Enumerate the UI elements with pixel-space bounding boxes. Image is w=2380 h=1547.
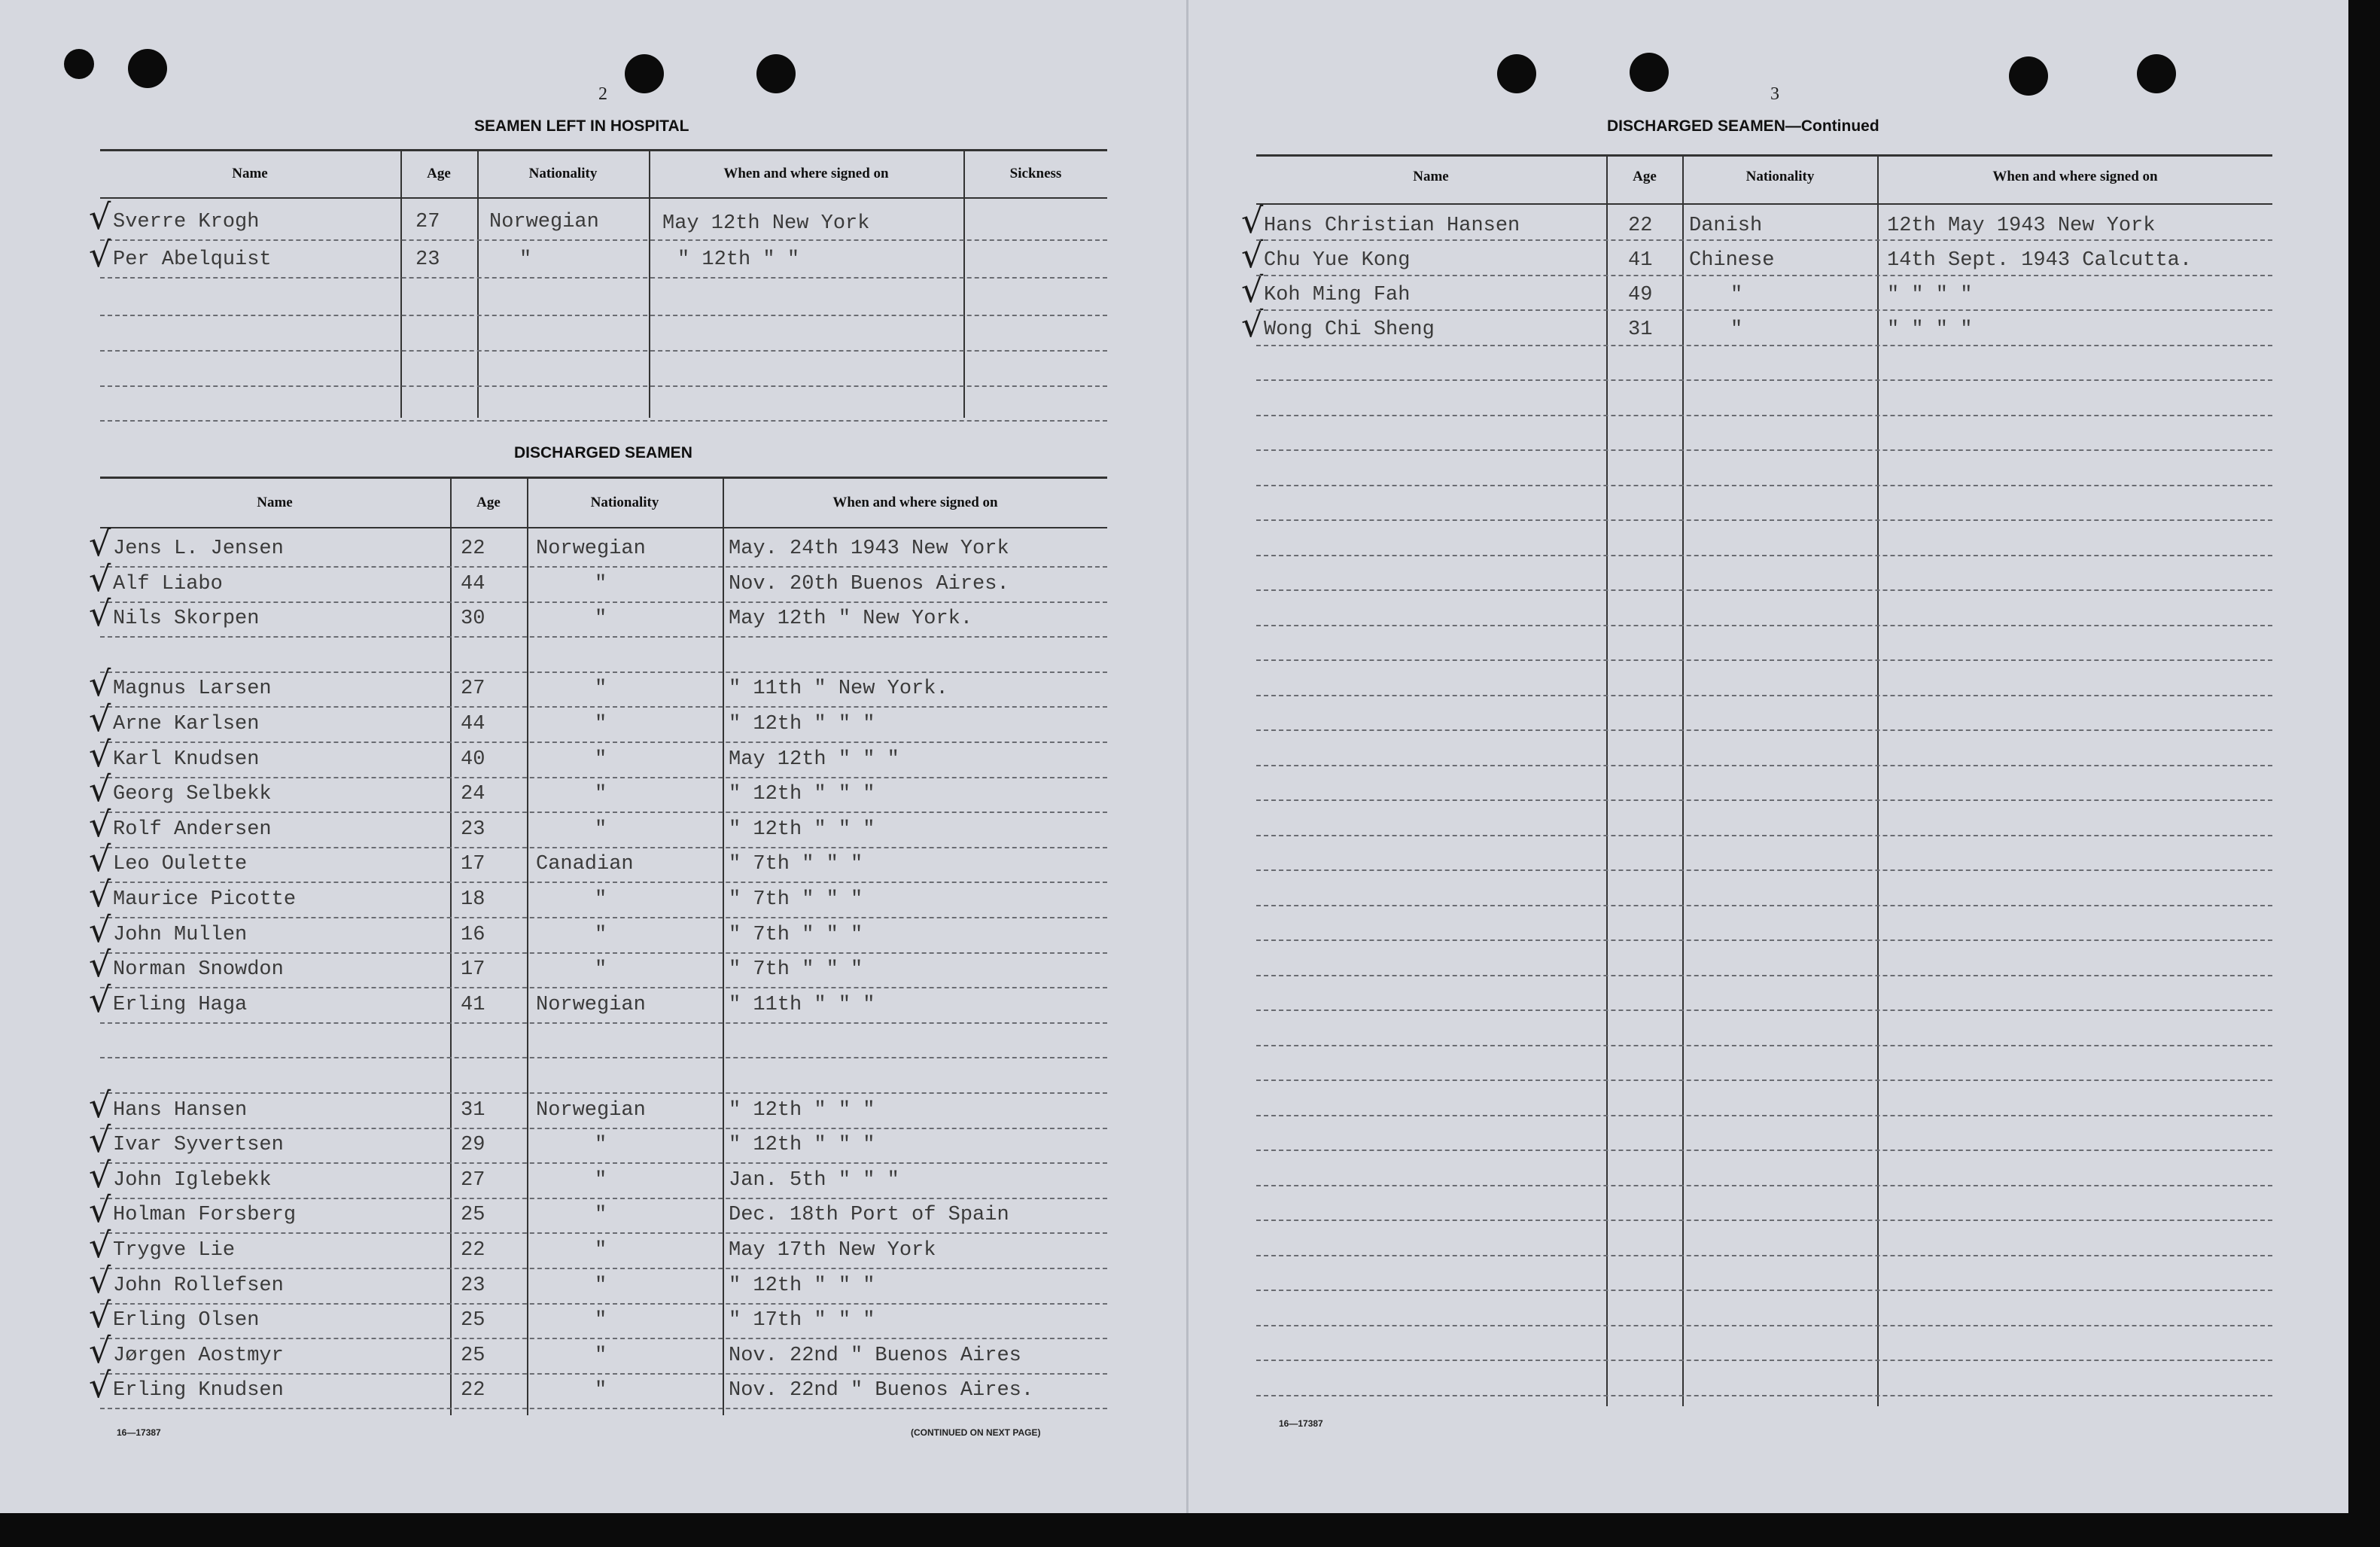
- nationality-cell: ": [519, 248, 532, 271]
- col-header-name: Name: [232, 166, 268, 181]
- punch-hole: [756, 54, 796, 93]
- signed-cell: " 12th " " ": [729, 1134, 875, 1156]
- row-line: [1256, 1010, 2272, 1011]
- name-cell: Georg Selbekk: [113, 783, 272, 805]
- row-line: [1256, 519, 2272, 521]
- col-header-signed: When and where signed on: [723, 166, 889, 181]
- check-mark: √: [89, 593, 111, 634]
- column-divider: [450, 479, 452, 1415]
- row-line: [100, 239, 1107, 241]
- header-bottom-rule: [100, 197, 1107, 199]
- row-line: [1256, 415, 2272, 416]
- row-line: [100, 1408, 1107, 1409]
- nationality-cell: ": [1730, 318, 1743, 341]
- age-cell: 18: [461, 888, 485, 911]
- name-cell: Maurice Picotte: [113, 888, 297, 911]
- col-header-age: Age: [427, 166, 451, 181]
- column-divider: [527, 479, 528, 1415]
- nationality-cell: ": [595, 818, 607, 841]
- row-line: [1256, 379, 2272, 381]
- signed-cell: May 12th New York: [662, 212, 870, 235]
- row-line: [100, 1057, 1107, 1058]
- row-line: [100, 1232, 1107, 1234]
- row-line: [100, 350, 1107, 352]
- col-header-name: Name: [1413, 169, 1449, 184]
- row-line: [1256, 239, 2272, 241]
- check-mark: √: [89, 1189, 111, 1230]
- row-line: [1256, 729, 2272, 731]
- row-line: [100, 1338, 1107, 1339]
- punch-hole: [1630, 53, 1669, 92]
- row-line: [1256, 1150, 2272, 1151]
- age-cell: 17: [461, 958, 485, 981]
- age-cell: 27: [461, 1169, 485, 1192]
- signed-cell: 14th Sept. 1943 Calcutta.: [1887, 249, 2193, 272]
- page-number: 3: [1770, 84, 1779, 104]
- nationality-cell: Canadian: [536, 853, 634, 876]
- col-header-age: Age: [1633, 169, 1657, 184]
- check-mark: √: [89, 1295, 111, 1335]
- row-line: [100, 1162, 1107, 1164]
- row-line: [100, 742, 1107, 743]
- signed-cell: Nov. 22nd " Buenos Aires.: [729, 1379, 1034, 1402]
- row-line: [100, 847, 1107, 848]
- check-mark: √: [89, 234, 111, 275]
- nationality-cell: ": [595, 1309, 607, 1332]
- check-mark: √: [89, 839, 111, 879]
- signed-cell: " " " ": [1887, 284, 1973, 306]
- row-line: [1256, 1255, 2272, 1256]
- row-line: [1256, 275, 2272, 276]
- nationality-cell: Norwegian: [536, 537, 646, 560]
- nationality-cell: ": [595, 924, 607, 946]
- row-line: [1256, 589, 2272, 591]
- name-cell: Norman Snowdon: [113, 958, 284, 981]
- column-divider: [723, 479, 724, 1415]
- check-mark: √: [89, 804, 111, 845]
- name-cell: Nils Skorpen: [113, 608, 260, 630]
- check-mark: √: [89, 769, 111, 809]
- header-bottom-rule: [100, 527, 1107, 528]
- row-line: [1256, 1185, 2272, 1186]
- row-line: [1256, 449, 2272, 451]
- check-mark: √: [89, 1119, 111, 1160]
- age-cell: 27: [461, 678, 485, 700]
- row-line: [100, 1198, 1107, 1199]
- row-line: [100, 952, 1107, 954]
- page-number: 2: [598, 84, 607, 104]
- row-line: [100, 1373, 1107, 1375]
- age-cell: 23: [461, 818, 485, 841]
- row-line: [1256, 1290, 2272, 1291]
- name-cell: Chu Yue Kong: [1264, 249, 1411, 272]
- nationality-cell: ": [595, 1239, 607, 1262]
- row-line: [1256, 309, 2272, 311]
- row-line: [1256, 1045, 2272, 1046]
- signed-cell: Dec. 18th Port of Spain: [729, 1204, 1009, 1226]
- nationality-cell: ": [595, 888, 607, 911]
- row-line: [100, 420, 1107, 422]
- signed-cell: " 12th " " ": [729, 713, 875, 735]
- row-line: [100, 1128, 1107, 1129]
- name-cell: Ivar Syvertsen: [113, 1134, 284, 1156]
- row-line: [100, 1022, 1107, 1024]
- age-cell: 44: [461, 573, 485, 595]
- punch-hole: [2137, 54, 2176, 93]
- row-line: [100, 812, 1107, 813]
- age-cell: 41: [1628, 249, 1653, 272]
- nationality-cell: ": [595, 573, 607, 595]
- column-divider: [1682, 157, 1684, 1406]
- name-cell: Per Abelquist: [113, 248, 272, 271]
- signed-cell: " 12th " " ": [729, 783, 875, 805]
- row-line: [100, 1268, 1107, 1269]
- signed-cell: May 12th " " ": [729, 748, 899, 771]
- check-mark: √: [89, 1330, 111, 1371]
- row-line: [1256, 939, 2272, 941]
- name-cell: Jens L. Jensen: [113, 537, 284, 560]
- signed-cell: " 11th " New York.: [729, 678, 948, 700]
- name-cell: Arne Karlsen: [113, 713, 260, 735]
- name-cell: Leo Oulette: [113, 853, 248, 876]
- name-cell: Alf Liabo: [113, 573, 223, 595]
- nationality-cell: Norwegian: [536, 994, 646, 1016]
- signed-cell: " " " ": [1887, 318, 1973, 341]
- name-cell: Trygve Lie: [113, 1239, 236, 1262]
- age-cell: 25: [461, 1309, 485, 1332]
- right-page: [1188, 0, 2348, 1513]
- age-cell: 22: [461, 1239, 485, 1262]
- row-line: [100, 882, 1107, 883]
- nationality-cell: ": [595, 1204, 607, 1226]
- signed-cell: Nov. 22nd " Buenos Aires: [729, 1344, 1021, 1367]
- nationality-cell: Danish: [1689, 215, 1763, 237]
- age-cell: 17: [461, 853, 485, 876]
- age-cell: 23: [461, 1274, 485, 1297]
- row-line: [100, 315, 1107, 316]
- continued-title: DISCHARGED SEAMEN—Continued: [1607, 117, 1879, 135]
- nationality-cell: ": [595, 678, 607, 700]
- table-top-rule: [1256, 154, 2272, 157]
- signed-cell: " 12th " ": [677, 248, 800, 271]
- age-cell: 25: [461, 1204, 485, 1226]
- punch-hole: [625, 54, 664, 93]
- check-mark: √: [89, 196, 111, 237]
- row-line: [100, 917, 1107, 918]
- row-line: [1256, 695, 2272, 696]
- row-line: [100, 1092, 1107, 1094]
- nationality-cell: ": [595, 1379, 607, 1402]
- name-cell: Karl Knudsen: [113, 748, 260, 771]
- column-divider: [400, 151, 402, 418]
- name-cell: Erling Olsen: [113, 1309, 260, 1332]
- check-mark: √: [89, 1085, 111, 1125]
- nationality-cell: Norwegian: [489, 211, 599, 233]
- signed-cell: " 11th " " ": [729, 994, 875, 1016]
- row-line: [100, 636, 1107, 638]
- column-divider: [1606, 157, 1608, 1406]
- age-cell: 30: [461, 608, 485, 630]
- table-top-rule: [100, 477, 1107, 479]
- nationality-cell: ": [595, 713, 607, 735]
- left-page: [0, 0, 1186, 1513]
- row-line: [100, 706, 1107, 708]
- name-cell: Holman Forsberg: [113, 1204, 297, 1226]
- signed-cell: " 12th " " ": [729, 818, 875, 841]
- check-mark: √: [89, 559, 111, 599]
- punch-hole: [1497, 54, 1536, 93]
- nationality-cell: ": [595, 1344, 607, 1367]
- age-cell: 25: [461, 1344, 485, 1367]
- form-number: 16—17387: [1279, 1418, 1323, 1429]
- age-cell: 22: [461, 1379, 485, 1402]
- age-cell: 24: [461, 783, 485, 805]
- check-mark: √: [89, 663, 111, 704]
- nationality-cell: ": [595, 783, 607, 805]
- punch-hole: [64, 49, 94, 79]
- age-cell: 29: [461, 1134, 485, 1156]
- signed-cell: " 17th " " ": [729, 1309, 875, 1332]
- col-header-age: Age: [476, 495, 501, 510]
- row-line: [1256, 1115, 2272, 1116]
- header-bottom-rule: [1256, 203, 2272, 205]
- punch-hole: [128, 49, 167, 88]
- row-line: [100, 277, 1107, 279]
- col-header-nationality: Nationality: [1745, 169, 1815, 184]
- row-line: [1256, 345, 2272, 346]
- continued-note: (CONTINUED ON NEXT PAGE): [911, 1427, 1041, 1438]
- age-cell: 22: [1628, 215, 1653, 237]
- check-mark: √: [89, 1260, 111, 1301]
- form-number: 16—17387: [117, 1427, 161, 1438]
- signed-cell: Jan. 5th " " ": [729, 1169, 899, 1192]
- check-mark: √: [1241, 235, 1264, 276]
- row-line: [100, 1303, 1107, 1305]
- row-line: [1256, 869, 2272, 871]
- age-cell: 16: [461, 924, 485, 946]
- name-cell: John Rollefsen: [113, 1274, 284, 1297]
- discharged-title: DISCHARGED SEAMEN: [514, 444, 692, 461]
- check-mark: √: [89, 1225, 111, 1265]
- row-line: [1256, 1395, 2272, 1396]
- name-cell: Hans Christian Hansen: [1264, 215, 1520, 237]
- check-mark: √: [1241, 304, 1264, 345]
- check-mark: √: [1241, 270, 1264, 310]
- signed-cell: " 7th " " ": [729, 888, 863, 911]
- age-cell: 40: [461, 748, 485, 771]
- signed-cell: " 7th " " ": [729, 924, 863, 946]
- punch-hole: [2009, 56, 2048, 96]
- hospital-title: SEAMEN LEFT IN HOSPITAL: [474, 117, 689, 135]
- check-mark: √: [89, 1365, 111, 1405]
- col-header-name: Name: [257, 495, 293, 510]
- check-mark: √: [89, 699, 111, 739]
- table-top-rule: [100, 149, 1107, 151]
- nationality-cell: ": [595, 1274, 607, 1297]
- age-cell: 44: [461, 713, 485, 735]
- row-line: [100, 566, 1107, 568]
- column-divider: [963, 151, 965, 418]
- age-cell: 27: [415, 211, 440, 233]
- col-header-nationality: Nationality: [528, 166, 598, 181]
- nationality-cell: ": [595, 1169, 607, 1192]
- name-cell: Jørgen Aostmyr: [113, 1344, 284, 1367]
- row-line: [1256, 1080, 2272, 1081]
- nationality-cell: ": [595, 748, 607, 771]
- row-line: [1256, 1220, 2272, 1221]
- signed-cell: May 12th " New York.: [729, 608, 973, 630]
- signed-cell: " 12th " " ": [729, 1274, 875, 1297]
- age-cell: 41: [461, 994, 485, 1016]
- check-mark: √: [89, 979, 111, 1020]
- row-line: [1256, 1360, 2272, 1361]
- name-cell: Koh Ming Fah: [1264, 284, 1411, 306]
- name-cell: Erling Knudsen: [113, 1379, 284, 1402]
- column-divider: [1877, 157, 1879, 1406]
- row-line: [1256, 485, 2272, 486]
- row-line: [1256, 1325, 2272, 1326]
- nationality-cell: Norwegian: [536, 1099, 646, 1122]
- row-line: [1256, 905, 2272, 906]
- column-divider: [477, 151, 479, 418]
- signed-cell: " 12th " " ": [729, 1099, 875, 1122]
- check-mark: √: [1241, 200, 1264, 241]
- check-mark: √: [89, 944, 111, 985]
- nationality-cell: ": [1730, 284, 1743, 306]
- check-mark: √: [89, 734, 111, 775]
- row-line: [100, 601, 1107, 603]
- column-divider: [649, 151, 650, 418]
- name-cell: John Iglebekk: [113, 1169, 272, 1192]
- check-mark: √: [89, 874, 111, 915]
- col-header-signed: When and where signed on: [832, 495, 998, 510]
- row-line: [1256, 975, 2272, 976]
- nationality-cell: ": [595, 958, 607, 981]
- age-cell: 31: [461, 1099, 485, 1122]
- row-line: [1256, 799, 2272, 801]
- signed-cell: Nov. 20th Buenos Aires.: [729, 573, 1009, 595]
- age-cell: 22: [461, 537, 485, 560]
- name-cell: Hans Hansen: [113, 1099, 248, 1122]
- row-line: [1256, 835, 2272, 836]
- name-cell: John Mullen: [113, 924, 248, 946]
- col-header-sickness: Sickness: [1009, 166, 1062, 181]
- name-cell: Erling Haga: [113, 994, 248, 1016]
- check-mark: √: [89, 909, 111, 950]
- signed-cell: May 17th New York: [729, 1239, 936, 1262]
- nationality-cell: Chinese: [1689, 249, 1775, 272]
- check-mark: √: [89, 1155, 111, 1195]
- col-header-signed: When and where signed on: [1992, 169, 2158, 184]
- col-header-nationality: Nationality: [590, 495, 659, 510]
- row-line: [1256, 765, 2272, 766]
- signed-cell: " 7th " " ": [729, 958, 863, 981]
- nationality-cell: ": [595, 1134, 607, 1156]
- age-cell: 49: [1628, 284, 1653, 306]
- signed-cell: May. 24th 1943 New York: [729, 537, 1009, 560]
- row-line: [100, 385, 1107, 387]
- row-line: [1256, 625, 2272, 626]
- check-mark: √: [89, 523, 111, 564]
- row-line: [100, 987, 1107, 988]
- row-line: [1256, 659, 2272, 661]
- age-cell: 23: [415, 248, 440, 271]
- row-line: [100, 777, 1107, 778]
- row-line: [1256, 555, 2272, 556]
- name-cell: Rolf Andersen: [113, 818, 272, 841]
- name-cell: Magnus Larsen: [113, 678, 272, 700]
- signed-cell: 12th May 1943 New York: [1887, 215, 2156, 237]
- signed-cell: " 7th " " ": [729, 853, 863, 876]
- row-line: [100, 671, 1107, 673]
- age-cell: 31: [1628, 318, 1653, 341]
- nationality-cell: ": [595, 608, 607, 630]
- name-cell: Wong Chi Sheng: [1264, 318, 1435, 341]
- name-cell: Sverre Krogh: [113, 211, 260, 233]
